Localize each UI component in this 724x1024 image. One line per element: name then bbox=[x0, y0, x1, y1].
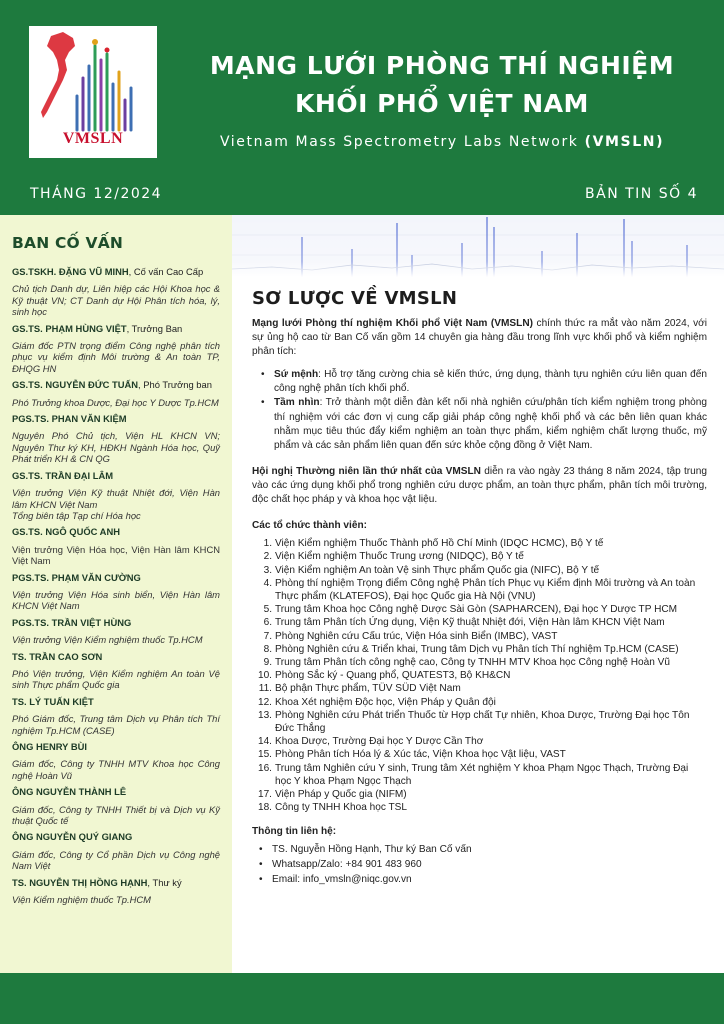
advisor-title: , Phó Trưởng ban bbox=[138, 379, 212, 391]
advisor-name: ÔNG NGUYỄN QUÝ GIANG bbox=[12, 831, 133, 843]
advisor-name-line bbox=[12, 696, 220, 707]
advisor-name: PGS.TS. TRẦN VIỆT HÙNG bbox=[12, 616, 132, 628]
list-number: 4. bbox=[263, 577, 272, 589]
advisor-list bbox=[12, 266, 220, 905]
advisor-name: TS. LÝ TUẤN KIỆT bbox=[12, 695, 94, 707]
advisor-role: Nguyên Phó Chủ tịch, Viện HL KHCN VN; Nguyên Thư ký KH, HĐKH Ngành Hóa học, Quỹ Phát triển KH & CN QG bbox=[12, 430, 220, 465]
advisor-name-line bbox=[12, 572, 220, 583]
member-organization-item bbox=[256, 709, 707, 735]
advisor-role: Giám đốc PTN trọng điểm Công nghệ phân tích phục vụ kiểm định Môi trường & An toàn TP, ĐHQG HN bbox=[12, 340, 220, 374]
member-organization-item bbox=[256, 748, 707, 761]
member-organization-name: Viện Pháp y Quốc gia (NIFM) bbox=[275, 789, 407, 801]
subtitle-text: Vietnam Mass Spectrometry Labs Network bbox=[219, 134, 585, 150]
list-number: 12. bbox=[257, 696, 272, 708]
member-organization-item bbox=[256, 630, 707, 643]
list-number: 7. bbox=[263, 630, 272, 642]
member-organization-item bbox=[256, 550, 707, 563]
conference-paragraph bbox=[252, 465, 707, 507]
member-organization-item bbox=[256, 616, 707, 629]
mission-text: : Hỗ trợ tăng cường chia sẻ kiến thức, ứng dụng, thành tựu nghiên cứu liên quan đến công nghệ phân tích khối phổ. bbox=[274, 369, 707, 395]
member-organization-name: Phòng Phân tích Hóa lý & Xúc tác, Viện Khoa học Vật liệu, VAST bbox=[275, 749, 566, 761]
advisor-name-line bbox=[12, 470, 220, 481]
header bbox=[0, 0, 724, 215]
member-organization-name: Công ty TNHH Khoa học TSL bbox=[275, 802, 408, 814]
member-organization-name: Khoa Dược, Trường Đại học Y Dược Cần Thơ bbox=[275, 736, 484, 748]
issue-date: THÁNG 12/2024 bbox=[30, 186, 163, 202]
contact-list bbox=[252, 842, 707, 887]
vietnam-map-spectrum-icon bbox=[29, 26, 157, 138]
page-title-line-2: KHỐI PHỔ VIỆT NAM bbox=[295, 89, 589, 118]
advisor-role: Phó Viện trưởng, Viện Kiểm nghiệm An toàn Vệ sinh Thực phẩm Quốc gia bbox=[12, 667, 220, 691]
member-organization-name: Phòng Nghiên cứu Phát triển Thuốc từ Hợp chất Tự nhiên, Khoa Dược, Trường Đại học Tôn Đức Thắng bbox=[275, 709, 690, 735]
list-number: 1. bbox=[263, 538, 272, 550]
advisor-title: , Trưởng Ban bbox=[126, 322, 183, 334]
list-number: 10. bbox=[257, 670, 272, 682]
member-organization-name: Viện Kiểm nghiệm An toàn Vệ sinh Thực phẩm Quốc gia (NIFC), Bộ Y tế bbox=[275, 564, 600, 576]
member-organization-item bbox=[256, 537, 707, 550]
page-title-line-1: MẠNG LƯỚI PHÒNG THÍ NGHIỆM bbox=[209, 51, 675, 80]
intro-bold: Mạng lưới Phòng thí nghiệm Khối phổ Việt Nam (VMSLN) bbox=[252, 318, 533, 329]
advisor-name-line bbox=[12, 786, 220, 797]
advisor-name-line bbox=[12, 617, 220, 628]
advisor-entry bbox=[12, 831, 220, 871]
vision-label: Tầm nhìn bbox=[274, 397, 320, 409]
advisor-entry bbox=[12, 696, 220, 736]
advisor-role: Viện trưởng Viện Kỹ thuật Nhiệt đới, Viện Hàn lâm KHCN Việt Nam Tổng biên tập Tạp chí Hóa học bbox=[12, 487, 220, 521]
advisor-name-line bbox=[12, 651, 220, 662]
advisor-entry bbox=[12, 266, 220, 318]
advisor-name: GS.TS. NGÔ QUỐC ANH bbox=[12, 526, 120, 538]
advisor-name-line bbox=[12, 413, 220, 424]
member-organization-name: Viện Kiểm nghiệm Thuốc Thành phố Hồ Chí Minh (IDQC HCMC), Bộ Y tế bbox=[275, 538, 604, 550]
section-title: SƠ LƯỢC VỀ VMSLN bbox=[252, 288, 458, 309]
member-organization-name: Phòng Nghiên cứu Cấu trúc, Viện Hóa sinh Biển (IMBC), VAST bbox=[275, 630, 558, 642]
contact-heading: Thông tin liên hệ: bbox=[252, 826, 337, 838]
logo bbox=[29, 26, 157, 158]
member-organization-name: Phòng Nghiên cứu & Triển khai, Trung tâm Dịch vụ Phân tích Thí nghiệm Tp.HCM (CASE) bbox=[275, 643, 679, 655]
footer-bar bbox=[0, 973, 724, 1024]
member-organization-item bbox=[256, 788, 707, 801]
member-organization-item bbox=[256, 643, 707, 656]
member-organization-item bbox=[256, 696, 707, 709]
advisor-role: Viện trưởng Viện Kiểm nghiệm thuốc Tp.HCM bbox=[12, 634, 203, 646]
list-number: 2. bbox=[263, 551, 272, 563]
advisor-name: GS.TS. PHẠM HÙNG VIỆT bbox=[12, 322, 127, 334]
advisor-role: Viện Kiểm nghiệm thuốc Tp.HCM bbox=[12, 894, 151, 906]
advisor-name-line bbox=[12, 877, 220, 888]
vision-item bbox=[274, 396, 707, 452]
advisory-board-sidebar bbox=[0, 215, 232, 973]
intro-paragraph bbox=[252, 317, 707, 359]
advisor-entry bbox=[12, 572, 220, 612]
member-organization-item bbox=[256, 735, 707, 748]
member-organization-name: Trung tâm Phân tích Ứng dụng, Viện Kỹ thuật Nhiệt đới, Viện Hàn lâm KHCN Việt Nam bbox=[275, 617, 665, 629]
page-subtitle bbox=[160, 134, 724, 150]
advisor-name: GS.TSKH. ĐẶNG VŨ MINH bbox=[12, 266, 129, 277]
advisor-name-line bbox=[12, 266, 220, 277]
advisor-entry bbox=[12, 379, 220, 408]
advisor-entry bbox=[12, 786, 220, 826]
member-organization-name: Phòng thí nghiệm Trọng điểm Công nghệ Phân tích Phục vụ Kiểm định Môi trường và An toàn Thực phẩm (KLATEFOS), Đại học Quốc gia Hà Nội (VNU) bbox=[275, 577, 696, 603]
advisor-name: GS.TS. TRẦN ĐẠI LÂM bbox=[12, 469, 114, 481]
advisor-role: Viện trưởng Viện Hóa sinh biển, Viện Hàn lâm KHCN Việt Nam bbox=[12, 588, 220, 612]
advisor-title: , Cố vấn Cao Cấp bbox=[128, 266, 204, 277]
advisor-role: Phó Trưởng khoa Dược, Đại học Y Dược Tp.HCM bbox=[12, 396, 219, 408]
list-number: 3. bbox=[263, 564, 272, 576]
advisor-entry bbox=[12, 617, 220, 646]
member-organization-item bbox=[256, 801, 707, 814]
advisor-entry bbox=[12, 877, 220, 906]
mission-item bbox=[274, 368, 707, 396]
advisor-role: Viện trưởng Viện Hóa học, Viện Hàn lâm KHCN Việt Nam bbox=[12, 543, 220, 567]
advisor-name: TS. NGUYỄN THỊ HỒNG HẠNH bbox=[12, 876, 148, 888]
advisor-name-line bbox=[12, 379, 220, 390]
advisor-role: Chủ tịch Danh dự, Liên hiệp các Hội Khoa học & Kỹ thuật VN; CT Danh dự Hội Phân tích hóa, lý, sinh học bbox=[12, 283, 220, 318]
member-organization-item bbox=[256, 603, 707, 616]
list-number: 13. bbox=[257, 709, 272, 721]
member-organization-item bbox=[256, 682, 707, 695]
contact-item: • TS. Nguyễn Hồng Hạnh, Thư ký Ban Cố vấn bbox=[272, 842, 707, 857]
advisor-name-line bbox=[12, 831, 220, 842]
spectrum-banner-image bbox=[232, 215, 724, 277]
advisor-role: Phó Giám đốc, Trung tâm Dịch vụ Phân tích Thí nghiệm Tp.HCM (CASE) bbox=[12, 713, 220, 736]
members-heading: Các tổ chức thành viên: bbox=[252, 520, 367, 532]
advisor-name-line bbox=[12, 526, 220, 537]
mission-label: Sứ mệnh bbox=[274, 369, 319, 381]
conference-bold: Hội nghị Thường niên lần thứ nhất của VMSLN bbox=[252, 465, 481, 477]
advisor-entry bbox=[12, 741, 220, 781]
advisor-name: GS.TS. NGUYỄN ĐỨC TUẤN bbox=[12, 379, 139, 391]
member-organization-name: Trung tâm Phân tích công nghệ cao, Công ty TNHH MTV Khoa học Công nghệ Hoàn Vũ bbox=[275, 657, 671, 669]
contact-item: • Email: info_vmsln@niqc.gov.vn bbox=[272, 872, 707, 887]
advisor-entry bbox=[12, 323, 220, 375]
vision-text: : Trở thành một diễn đàn kết nối nhà nghiên cứu/phân tích kiểm nghiệm trong phòng thí nghiệm với các đơn vị cung cấp giải pháp công nghệ khối phổ và các bên liên quan khác nhằm mục tiêu thúc đẩy kiểm nghiệm an toàn thực phẩm, kiểm nghiệm chất lượng thuốc, mỹ phẩm và các sản phẩm liên quan đến sức khỏe cộng đồng ở Việt Nam. bbox=[274, 397, 707, 451]
member-organizations-list bbox=[252, 537, 707, 814]
advisor-name-line bbox=[12, 323, 220, 334]
advisor-entry bbox=[12, 526, 220, 566]
list-number: 11. bbox=[258, 683, 272, 695]
member-organization-item bbox=[256, 762, 707, 788]
member-organization-item bbox=[256, 577, 707, 603]
issue-number: BẢN TIN SỐ 4 bbox=[585, 186, 698, 202]
list-number: 5. bbox=[263, 604, 272, 616]
list-number: 18. bbox=[257, 802, 272, 814]
member-organization-item bbox=[256, 564, 707, 577]
list-number: 9. bbox=[263, 657, 272, 669]
advisor-entry bbox=[12, 413, 220, 465]
advisor-name: ÔNG HENRY BÙI bbox=[12, 741, 88, 752]
list-number: 16. bbox=[257, 762, 272, 774]
member-organization-name: Phòng Sắc ký - Quang phổ, QUATEST3, Bộ KH&CN bbox=[275, 670, 511, 682]
member-organization-name: Viện Kiểm nghiệm Thuốc Trung ương (NIDQC), Bộ Y tế bbox=[275, 551, 524, 563]
advisor-name: TS. TRẦN CAO SƠN bbox=[12, 650, 103, 662]
member-organization-name: Bộ phận Thực phẩm, TÜV SÜD Việt Nam bbox=[275, 683, 461, 695]
advisor-entry bbox=[12, 470, 220, 522]
mission-vision-list bbox=[252, 368, 707, 453]
member-organization-name: Khoa Xét nghiệm Độc học, Viện Pháp y Quân đội bbox=[275, 696, 496, 708]
conference-text: diễn ra vào ngày 23 tháng 8 năm 2024, tập trung vào các ứng dụng khối phổ trong nghiên cứu dược phẩm, an toàn thực phẩm, phân tích môi trường, độc chất học pháp y và khoa học vật liệu. bbox=[252, 465, 708, 506]
advisor-entry bbox=[12, 651, 220, 691]
list-number: 17. bbox=[257, 789, 272, 801]
advisor-role: Giám đốc, Công ty TNHH Thiết bị và Dịch vụ Kỹ thuật Quốc tế bbox=[12, 803, 220, 827]
member-organization-name: Trung tâm Khoa học Công nghệ Dược Sài Gòn (SAPHARCEN), Đại học Y Dược TP HCM bbox=[275, 604, 678, 616]
list-number: 8. bbox=[263, 643, 272, 655]
advisor-name: ÔNG NGUYỄN THÀNH LÊ bbox=[12, 786, 127, 798]
sidebar-title: BAN CỐ VẤN bbox=[12, 234, 124, 252]
member-organization-item bbox=[256, 656, 707, 669]
advisor-name: PGS.TS. PHAN VĂN KIỆM bbox=[12, 413, 127, 425]
logo-text: VMSLN bbox=[62, 130, 124, 147]
contact-item: • Whatsapp/Zalo: +84 901 483 960 bbox=[272, 857, 707, 872]
member-organization-name: Trung tâm Nghiên cứu Y sinh, Trung tâm Xét nghiệm Y khoa Phạm Ngọc Thạch, Trường Đại học Y khoa Phạm Ngọc Thạch bbox=[275, 762, 689, 787]
article-body bbox=[252, 317, 707, 887]
advisor-role: Giám đốc, Công ty TNHH MTV Khoa học Công nghệ Hoàn Vũ bbox=[12, 758, 220, 781]
main-content bbox=[232, 215, 724, 973]
member-organization-item bbox=[256, 669, 707, 682]
advisor-name-line bbox=[12, 741, 220, 752]
list-number: 6. bbox=[263, 617, 272, 629]
advisor-title: , Thư ký bbox=[147, 876, 182, 888]
advisor-role: Giám đốc, Công ty Cổ phần Dịch vụ Công nghệ Nam Việt bbox=[12, 848, 220, 872]
intro-text: chính thức ra mắt vào năm 2024, với sự ủng hộ cao từ Ban Cố vấn gồm 14 chuyên gia hàng đầu trong lĩnh vực khối phổ và kiểm nghiệm phân tích: bbox=[252, 318, 708, 358]
list-number: 14. bbox=[257, 736, 272, 748]
subtitle-acronym: (VMSLN) bbox=[584, 134, 665, 150]
advisor-name: PGS.TS. PHẠM VĂN CƯỜNG bbox=[12, 571, 141, 583]
list-number: 15. bbox=[257, 749, 272, 761]
